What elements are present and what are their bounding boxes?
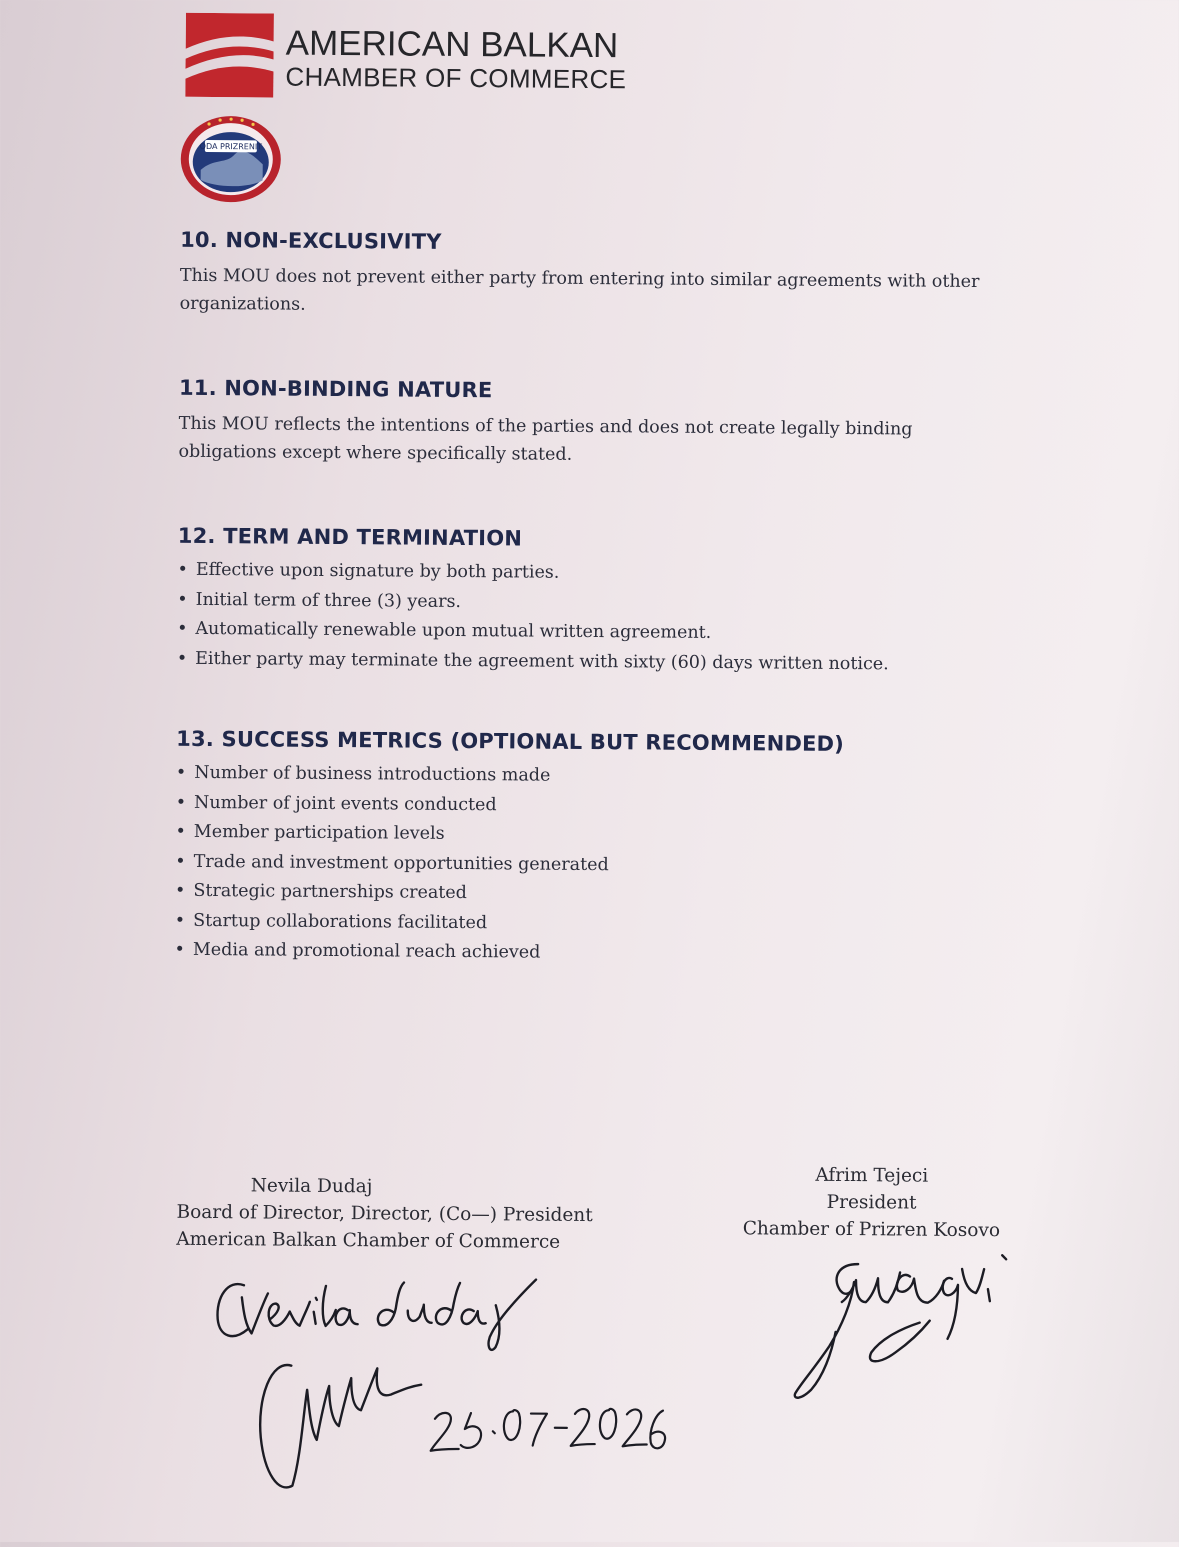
list-item: • Startup collaborations facilitated bbox=[175, 906, 1035, 942]
section-body bbox=[178, 410, 1038, 473]
body-line: This MOU reflects the intentions of the parties and does not create legally binding bbox=[178, 413, 913, 440]
chamber-logo-icon bbox=[185, 13, 274, 98]
chamber-seal-icon bbox=[178, 114, 283, 205]
section-heading: 12. TERM AND TERMINATION bbox=[177, 523, 523, 551]
list-item: • Number of business introductions made bbox=[176, 759, 1036, 795]
section-term-and-termination bbox=[177, 524, 1038, 681]
bullet-list bbox=[177, 556, 1038, 681]
bullet-list bbox=[174, 759, 1036, 972]
list-item: • Member participation levels bbox=[175, 818, 1035, 854]
seal-label: ODA PRIZRENIT bbox=[199, 141, 263, 152]
signatory-name: Nevila Dudaj bbox=[250, 1175, 373, 1198]
section-non-binding-nature bbox=[178, 376, 1039, 473]
body-line: organizations. bbox=[179, 293, 306, 315]
section-success-metrics bbox=[174, 727, 1036, 972]
body-line: This MOU does not prevent either party from entering into similar agreements with other bbox=[179, 265, 980, 293]
signatory-title: Board of Director, Director, (Co—) President bbox=[176, 1201, 593, 1227]
signature-nevila-script bbox=[217, 1277, 536, 1350]
signature-afrim bbox=[795, 1254, 1006, 1400]
section-heading: 13. SUCCESS METRICS (OPTIONAL BUT RECOMMENDED) bbox=[176, 726, 845, 756]
signatory-left bbox=[176, 1172, 593, 1256]
list-item: • Either party may terminate the agreement with sixty (60) days written notice. bbox=[177, 644, 1037, 680]
list-item: • Automatically renewable upon mutual written agreement. bbox=[177, 615, 1037, 651]
list-item: • Initial term of three (3) years. bbox=[177, 585, 1037, 621]
signature-initials bbox=[260, 1365, 422, 1489]
section-body bbox=[180, 262, 1040, 325]
list-item: • Number of joint events conducted bbox=[176, 788, 1036, 824]
org-name-line1: AMERICAN BALKAN bbox=[285, 23, 619, 66]
list-item: • Media and promotional reach achieved bbox=[174, 936, 1034, 972]
handwritten-date bbox=[431, 1407, 666, 1452]
signatory-organization: American Balkan Chamber of Commerce bbox=[176, 1228, 561, 1253]
section-non-exclusivity bbox=[180, 228, 1041, 325]
list-item: • Trade and investment opportunities generated bbox=[175, 847, 1035, 883]
signatory-name: Afrim Tejeci bbox=[815, 1164, 929, 1187]
list-item: • Effective upon signature by both parties. bbox=[177, 556, 1037, 592]
signatory-title: President bbox=[826, 1191, 917, 1214]
section-heading: 10. NON-EXCLUSIVITY bbox=[180, 227, 442, 254]
list-item: • Strategic partnerships created bbox=[175, 877, 1035, 913]
org-name-line2: CHAMBER OF COMMERCE bbox=[285, 61, 627, 95]
signatory-right bbox=[696, 1161, 1047, 1245]
section-heading: 11. NON-BINDING NATURE bbox=[178, 375, 493, 403]
signatory-organization: Chamber of Prizren Kosovo bbox=[742, 1218, 1001, 1242]
body-line: obligations except where specifically stated. bbox=[178, 441, 573, 465]
organization-name bbox=[285, 23, 627, 95]
